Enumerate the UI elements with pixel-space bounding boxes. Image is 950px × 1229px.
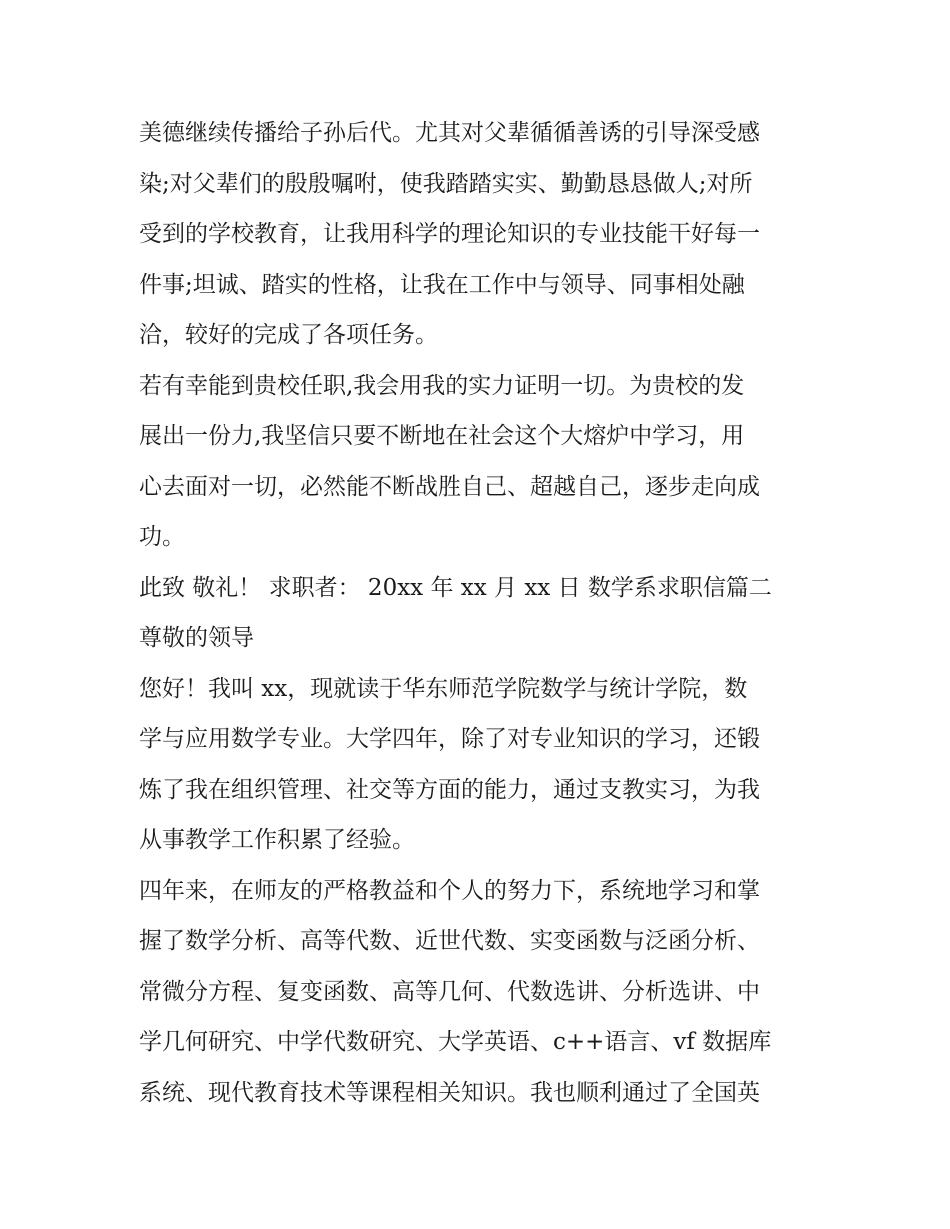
document-body	[139, 108, 819, 1118]
paragraph-coursework: 四年来，在师友的严格教益和个人的努力下，系统地学习和掌 握了数学分析、高等代数、近世代数、实变函数与泛函分析、 常微分方程、复变函数、高等几何、代数选讲、分析选讲、中 学几何研究、中学代数研究、大学英语、c++语言、vf 数据库 系统、现代教育技术等课程相关知识。我也顺利通过了全国英	[139, 877, 772, 1106]
paragraph-closing-and-next-letter: 此致 敬礼！ 求职者： 20xx 年 xx 月 xx 日 数学系求职信篇二 尊敬的领导	[139, 574, 772, 651]
paragraph-aspiration: 若有幸能到贵校任职,我会用我的实力证明一切。为贵校的发 展出一份力,我坚信只要不断地在社会这个大熔炉中学习，用 心去面对一切，必然能不断战胜自己、超越自己，逐步走向成 功。	[139, 372, 760, 550]
paragraph-upbringing: 美德继续传播给子孙后代。尤其对父辈循循善诱的引导深受感 染;对父辈们的殷殷嘱咐，使我踏踏实实、勤勤恳恳做人;对所 受到的学校教育，让我用科学的理论知识的专业技能干好每一 件事;坦诚、踏实的性格，让我在工作中与领导、同事相处融 洽，较好的完成了各项任务。	[139, 120, 760, 348]
paragraph-self-introduction: 您好！我叫 xx，现就读于华东师范学院数学与统计学院，数 学与应用数学专业。大学四年，除了对专业知识的学习，还锻 炼了我在组织管理、社交等方面的能力，通过支教实习，为我 从事教学工作积累了经验。	[139, 675, 760, 853]
